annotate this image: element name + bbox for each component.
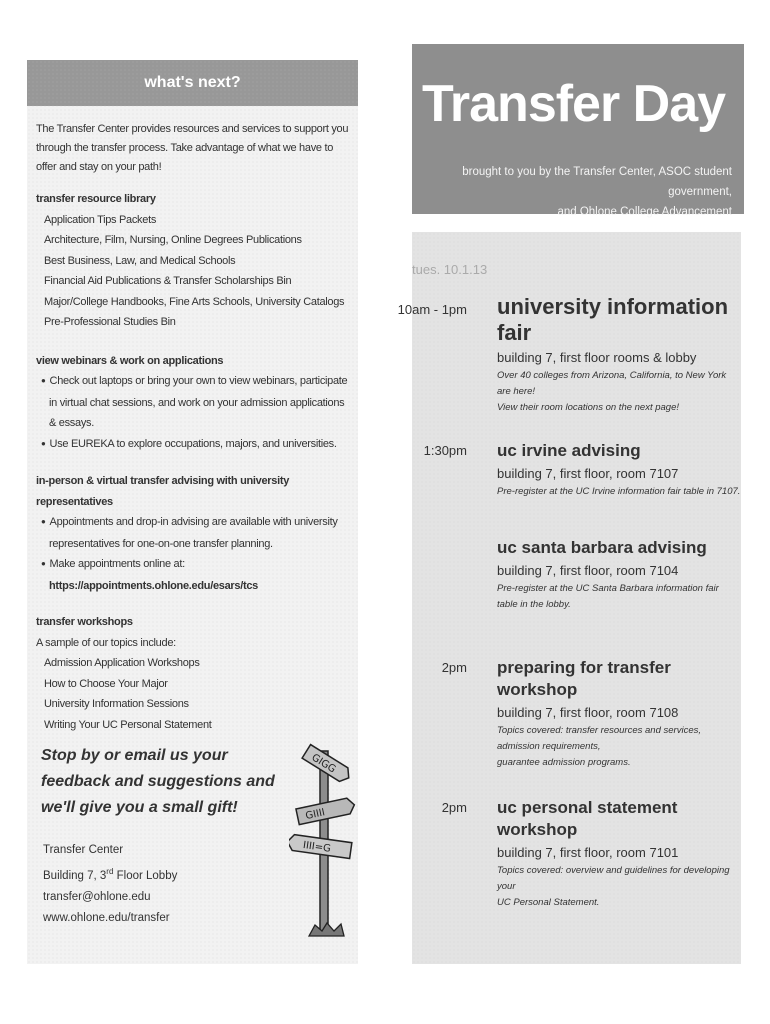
advising-bullet	[36, 554, 349, 596]
event-location: building 7, first floor rooms & lobby	[497, 350, 697, 365]
workshop-item: University Information Sessions	[44, 698, 189, 710]
library-item: Major/College Handbooks, Fine Arts Schools, University Catalogs	[44, 295, 345, 308]
subtitle-line: brought to you by the Transfer Center, ASOC student government,	[462, 166, 732, 198]
event-body	[497, 657, 741, 771]
contact-name: Transfer Center	[43, 844, 124, 856]
workshop-item: Admission Application Workshops	[44, 657, 200, 669]
event-date: tues. 10.1.13	[412, 262, 488, 277]
subtitle	[432, 162, 732, 222]
library-item: Best Business, Law, and Medical Schools	[44, 254, 236, 267]
sign1-text: GIGG	[309, 752, 338, 776]
event-schedule	[397, 232, 741, 964]
contact-building	[43, 861, 177, 887]
event-desc: View their room locations on the next page!	[497, 402, 680, 413]
event-time: 2pm	[441, 660, 467, 675]
event-body	[497, 294, 741, 416]
event-time: 1:30pm	[423, 443, 467, 458]
sign2-text: GIIII	[304, 807, 327, 823]
event-time: 2pm	[441, 800, 467, 815]
library-list	[36, 210, 349, 333]
webinars-bullet: ● Use EUREKA to explore occupations, majors, and universities.	[36, 434, 349, 456]
gift-callout: Stop by or email us your feedback and suggestions and we'll give you a small gift!	[41, 747, 275, 816]
contact-block	[43, 840, 177, 929]
event-body	[497, 537, 741, 613]
building-prefix: Building 7, 3	[43, 869, 107, 882]
signpost-base	[309, 923, 344, 936]
appointments-link[interactable]: https://appointments.ohlone.edu/esars/tcs	[49, 579, 258, 592]
subtitle-line: and Ohlone College Advancement	[557, 206, 732, 218]
event-time: 10am - 1pm	[397, 302, 467, 317]
advising-title: in-person & virtual transfer advising with university representatives	[36, 475, 290, 508]
event-title: uc santa barbara advising	[497, 538, 707, 557]
event-title: preparing for transfer workshop	[497, 658, 671, 699]
workshops-lead: A sample of our topics include:	[36, 636, 176, 649]
signpost-illustration	[289, 731, 361, 949]
event-location: building 7, first floor, room 7104	[497, 563, 679, 578]
webinars-bullet: ● Check out laptops or bring your own to view webinars, participate in virtual chat sessions, and work on your admission applications & essays.	[36, 371, 349, 434]
advising-list	[36, 512, 349, 596]
whats-next-panel	[27, 60, 358, 964]
library-item: Architecture, Film, Nursing, Online Degrees Publications	[44, 234, 302, 246]
event-location: building 7, first floor, room 7107	[497, 466, 679, 481]
webinars-list	[36, 371, 349, 455]
event-desc: guarantee admission programs.	[497, 757, 631, 768]
transfer-day-header	[412, 44, 744, 218]
library-title: transfer resource library	[36, 193, 156, 205]
workshop-item: Writing Your UC Personal Statement	[44, 718, 212, 731]
event-desc: Topics covered: overview and guidelines for developing your	[497, 865, 730, 892]
webinars-title: view webinars & work on applications	[36, 354, 224, 367]
event-title: uc personal statement workshop	[497, 798, 678, 839]
event-desc: Pre-register at the UC Irvine information fair table in 7107.	[497, 486, 741, 497]
event-desc: UC Personal Statement.	[497, 897, 600, 908]
event-desc: Over 40 colleges from Arizona, California, to New York are here!	[497, 370, 727, 397]
event-desc: Pre-register at the UC Santa Barbara information fair table in the lobby.	[497, 583, 719, 610]
page-title: Transfer Day	[422, 75, 726, 133]
building-sup: rd	[106, 867, 114, 876]
event-title: uc irvine advising	[497, 441, 641, 460]
sign3-text: IIII=G	[302, 839, 332, 855]
workshops-list	[36, 653, 349, 735]
event-body	[497, 797, 741, 911]
event-desc: Topics covered: transfer resources and services, admission requirements,	[497, 725, 701, 752]
building-suffix: Floor Lobby	[113, 869, 178, 882]
event-title: university information fair	[497, 294, 729, 345]
library-item: Application Tips Packets	[44, 213, 157, 226]
event-body	[497, 440, 741, 500]
intro-text: The Transfer Center provides resources and services to support you through the transfer process. Take advantage of what we have to offer and stay on your path!	[36, 123, 349, 173]
workshop-item: How to Choose Your Major	[44, 677, 168, 690]
advising-bullet: ● Appointments and drop-in advising are available with university representatives for one-on-one transfer planning.	[36, 512, 349, 554]
library-item: Pre-Professional Studies Bin	[44, 316, 176, 328]
event-location: building 7, first floor, room 7101	[497, 845, 679, 860]
contact-email[interactable]: transfer@ohlone.edu	[43, 890, 151, 903]
contact-website[interactable]: www.ohlone.edu/transfer	[43, 911, 170, 924]
appointments-prefix: Make appointments online at:	[49, 558, 185, 570]
whats-next-header: what's next?	[27, 60, 358, 106]
library-item: Financial Aid Publications & Transfer Scholarships Bin	[44, 275, 292, 287]
event-location: building 7, first floor, room 7108	[497, 705, 679, 720]
workshops-title: transfer workshops	[36, 616, 133, 628]
